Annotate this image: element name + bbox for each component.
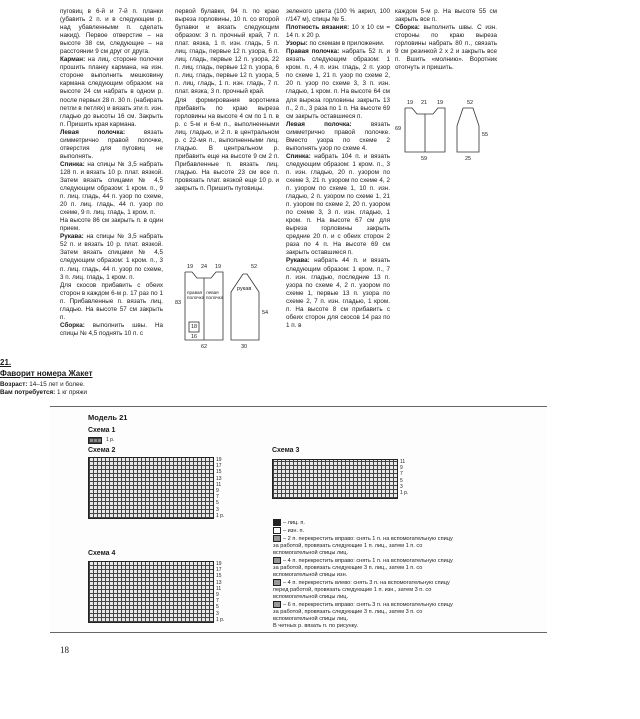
col1-paragraph-text: выполнить швы. На спицы № 4,5 поднять 10 п. с [60, 321, 163, 337]
d21-top-b: 21 [421, 100, 428, 106]
legend-item [273, 623, 453, 630]
text-column-3 [286, 8, 390, 330]
col3-paragraph-text: по схемам в приложении. [307, 40, 385, 48]
col4-section-heading: Сборка: [395, 24, 420, 32]
pattern-diagram-model-21 [393, 98, 501, 164]
legend-text: – изн. п. [283, 527, 305, 534]
row-number: 11 [400, 459, 406, 465]
row-number: 5 [400, 477, 403, 484]
row-number: 15 [216, 469, 222, 476]
row-number: 1 р. [216, 512, 225, 519]
col3-paragraph-text: 10 x 10 см = 14 п. x 20 р. [286, 24, 390, 40]
row-number: 3 [216, 506, 219, 513]
col3-paragraph [286, 121, 390, 153]
d20-sleeve-width: 30 [241, 344, 248, 350]
col3-paragraph-text: набрать 44 п. и вязать следующим образом: 1 кром. п., 7 п. изн. гладью, последние 13 п. узора по схеме 4, 2 п. узором по схеме 1, первые 13 п. узора по схеме 2, 7 п. изн. гладью, 1 кром. п. На высоте 8 см прибавить с обеих сторон для скосов 14 раз по 1 п. в [286, 257, 390, 329]
row-number: 7 [216, 598, 219, 605]
row-number: 15 [216, 573, 222, 580]
col1-section-heading: Левая полочка: [60, 128, 126, 136]
column-2-top-text [175, 8, 279, 193]
row-number: 13 [216, 579, 222, 586]
legend-symbol [273, 579, 281, 586]
row-number: 9 [400, 465, 403, 472]
col4-paragraph [395, 24, 497, 72]
scheme-4-row-numbers [216, 561, 224, 623]
d20-top-c: 19 [215, 264, 222, 270]
col3-paragraph [286, 24, 390, 40]
legend-item [273, 601, 453, 623]
scheme-3-row-numbers [400, 459, 408, 496]
legend-text: В четных р. вязать п. по рисунку. [273, 622, 358, 629]
d20-bottom-width: 62 [201, 344, 208, 350]
materials-label: Вам потребуется: [0, 389, 56, 397]
d21-sleeve-height: 55 [482, 132, 489, 138]
scheme-1-title: Схема 1 [88, 427, 116, 434]
col3-paragraph [286, 153, 390, 258]
col3-section-heading: Рукава: [286, 257, 310, 265]
col1-paragraph-text: на лиц. стороне полочки прошить планку кармана, на изн. стороне выполнить мешковину кармана следующим образом: на высоте 24 см набрать в одном р. после первых 28 п. 30 п. (набирать петли в петлях) и вязать эти п. изн. гладью до высоты 16 см. Закрыть п. Пришить края кармана. [60, 56, 163, 128]
col1-paragraph-text: На высоте 86 см закрыть п. в один прием. [60, 217, 163, 233]
model-21-intro [0, 356, 93, 397]
pattern-diagram-model-20 [173, 262, 281, 354]
legend-text: – 4 п. перекрестить влево: снять 3 п. на вспомогательную спицу перед работой, провязать следующие 1 п. изн., затем 3 п. со вспомогательной спицы лиц. [273, 579, 450, 600]
d21-bottom-width: 59 [421, 156, 428, 162]
d20-top-b: 24 [201, 264, 208, 270]
d21-sleeve-width: 25 [465, 156, 472, 162]
col1-paragraph [60, 8, 163, 56]
col1-paragraph-text: пуговиц в 6-й и 7-й п. планки (убавить 2 п. и в следующем р. над убавленными п. сделать накид). Первое отверстие – на высоте 38 см, следующие – на расстоянии 9 см друг от друга. [60, 8, 163, 56]
col2-paragraph-text: первой булавки, 94 п. по краю выреза горловины, 10 п. со второй булавки и вязать следующим образом: 3 п. прочный край, 7 п. плат. вязка, 1 п. изн. гладь, 5 п. лиц. гладь, первые 12 п. узора, 6 п. лиц. гладь, первые 12 п. узора, 22 п. лиц. гладь, первые 12 п. узора, 6 п. лиц. гладь, первые 12 п. узора, 5 п. лиц. гладь, 1 п. изн. гладь, 7 п. плат. вязка, 3 п. прочный край. [175, 8, 279, 96]
scheme-1-row: 1 р. [106, 437, 115, 443]
legend-item [273, 535, 453, 557]
row-number: 9 [216, 488, 219, 495]
col2-paragraph [175, 8, 279, 97]
row-number: 7 [400, 471, 403, 478]
col4-paragraph [395, 8, 497, 24]
d20-top-d: 52 [251, 264, 258, 270]
row-number: 3 [216, 610, 219, 617]
age-label: Возраст: [0, 381, 28, 388]
model-title: Фаворит номера Жакет [0, 369, 93, 378]
row-number: 3 [400, 483, 403, 490]
col1-section-heading: Спинка: [60, 160, 85, 168]
d20-sleeve-label: рукав [237, 286, 252, 292]
col1-section-heading: Сборка: [60, 321, 85, 329]
materials-value: 1 кг пряжи [55, 389, 88, 397]
legend-text: – лиц. п. [283, 519, 305, 526]
col1-paragraph-text: Для скосов прибавить с обеих сторон в каждом 6-м р. 17 раз по 1 п. Прибавленные п. вязать лиц. гладью. На высоте 57 см закрыть п. [60, 281, 163, 321]
d20-pocket-width: 16 [191, 334, 198, 340]
row-number: 7 [216, 494, 219, 501]
col2-paragraph-text: Для формирования воротника прибавить по краю выреза горловины на высоте 4 см по 1 п. в р. с 5-м и 6-м п., выполненными лиц. гладью, и 2 п. в центральном р. с 22-мя п., выполненными лиц. гладью. В центральном р. прибавить еще на высоте 9 см 2 п. Прибавленные п. вязать лиц. гладью. На высоте 23 см все п. провязать плат. вязкой еще 10 р. и закрыть п. Пришить пуговицы. [175, 96, 279, 193]
legend-symbol [273, 557, 281, 564]
col3-paragraph [286, 8, 390, 24]
text-column-2 [175, 8, 279, 193]
scheme-1-chart [88, 437, 102, 444]
col4-paragraph-text: каждом 5-м р. На высоте 55 см закрыть все п. [395, 8, 497, 24]
d21-left-height: 69 [395, 126, 402, 132]
symbol-legend [273, 519, 453, 630]
col1-paragraph [60, 129, 163, 161]
col1-section-heading: Рукава: [60, 233, 84, 241]
row-number: 1 р. [400, 490, 409, 497]
row-number: 11 [216, 585, 222, 592]
d20-top-a: 19 [187, 264, 194, 270]
row-number: 9 [216, 592, 219, 599]
text-column-1 [60, 8, 163, 338]
col3-paragraph-text: набрать 104 п. и вязать следующим образом: 1 кром. п., 3 п. изн. гладью, 20 п. узором по схеме 3, 21 п. узором по схеме 4, 2 п. узором по схеме 1, 10 п. изн. гладью, 2 п. узором по схеме 1, 21 п. узором по схеме 2, 20 п. узором по схеме 3, 3 п. изн. гладью, 1 кром. п. На высоте 67 см для выреза горловины закрыть средние 20 п. и с обеих сторон 2 раза по 4 п. На высоте 69 см закрыть оставшиеся п. [286, 152, 390, 257]
row-number: 1 р. [216, 616, 225, 623]
col3-paragraph-text: вязать симметрично правой полочке. Вместо узора по схеме 2 выполнять узор по схеме 4. [286, 120, 390, 152]
scheme-2-title: Схема 2 [88, 447, 116, 454]
col3-section-heading: Плотность вязания: [286, 24, 350, 32]
model-number: 21. [0, 358, 12, 367]
diagram-20-shapes [173, 262, 281, 354]
col3-section-heading: Правая полочка: [286, 48, 340, 56]
col3-section-heading: Спинка: [286, 152, 311, 160]
row-number: 13 [216, 475, 222, 482]
page-number: 18 [60, 645, 69, 655]
legend-item [273, 557, 453, 579]
col4-paragraph-text: выполнить швы. С изн. стороны по краю выреза горловины набрать 80 п., связать 9 см резинкой 2 x 2 и закрыть все п. Вшить «молнию». Воротник отогнуть и пришить. [395, 24, 497, 72]
d20-pocket-label: 18 [191, 324, 198, 330]
col1-paragraph [60, 282, 163, 322]
scheme-4-title: Схема 4 [88, 550, 116, 557]
col3-paragraph-text: набрать 52 п. и вязать следующим образом: 1 кром. п., 4 п. изн. гладь, 2 п. узор по схеме 1, 21 п. узор по схеме 2, 20 п. узор по схеме 3, 3 п. изн. гладью, 1 кром. п. На высоте 64 см для выреза горловины закрыть 13 п., 2 п., 3 раза по 1 п. На высоте 69 см закрыть оставшиеся п. [286, 48, 391, 120]
d21-top-a: 19 [407, 100, 414, 106]
d21-top-d: 52 [467, 100, 474, 106]
legend-symbol [273, 519, 281, 526]
col1-paragraph-text: на спицы № 3,5 набрать 52 п. и вязать 10 р. плат. вязкой. Затем вязать спицами № 4,5 следующим образом: 1 кром. п., 3 п. лиц. гладь, 44 п. узор по схеме, 3 п. лиц. гладь, 1 кром. п. [60, 233, 163, 281]
d20-left-front-label: левая полочка [206, 290, 224, 300]
col1-paragraph [60, 322, 163, 338]
col1-paragraph [60, 217, 163, 233]
model-21-heading: Модель 21 [88, 413, 128, 422]
col1-section-heading: Карман: [60, 56, 86, 64]
row-number: 17 [216, 463, 222, 470]
legend-text: – 6 п. перекрестить вправо: снять 3 п. на вспомогательную спицу за работой, провязать следующие 3 п. лиц., затем 3 п. со вспомогательной спицы лиц. [273, 601, 453, 622]
col3-paragraph [286, 257, 390, 329]
row-number: 19 [216, 457, 222, 463]
text-column-4 [395, 8, 497, 72]
row-number: 5 [216, 500, 219, 507]
row-number: 19 [216, 561, 222, 567]
col1-paragraph-text: на спицы № 3,5 набрать 128 п. и вязать 10 р. плат. вязкой. Затем вязать спицами № 4,5 следующим образом: 1 кром. п., 9 п. лиц. гладь, 44 п. узор по схеме, 20 п. лиц. гладь, 44 п. узор по схеме, 9 п. лиц. гладь, 1 кром. п. [60, 160, 163, 217]
legend-symbol [273, 527, 281, 534]
row-number: 17 [216, 567, 222, 574]
col1-paragraph-text: вязать симметрично правой полочке, отверстия для пуговиц не выполнять. [60, 128, 163, 160]
d20-left-height: 83 [175, 300, 182, 306]
col1-paragraph [60, 56, 163, 128]
legend-item [273, 527, 453, 535]
col1-paragraph [60, 233, 163, 281]
scheme-4-chart [88, 561, 214, 623]
legend-item [273, 579, 453, 601]
diagram-21-shapes [393, 98, 501, 164]
scheme-3-title: Схема 3 [272, 447, 300, 454]
d21-top-c: 19 [437, 100, 444, 106]
legend-symbol [273, 535, 281, 542]
legend-text: – 2 п. перекрестить вправо: снять 1 п. на вспомогательную спицу за работой, провязать следующие 1 п. лиц., затем 1 п. со вспомогательной спицы лиц. [273, 535, 453, 556]
col1-paragraph [60, 161, 163, 217]
legend-text: – 4 п. перекрестить вправо: снять 1 п. на вспомогательную спицу за работой, провязать следующие 3 п. лиц., затем 1 п. со вспомогательной спицы изн. [273, 557, 453, 578]
row-number: 11 [216, 481, 222, 488]
scheme-2-row-numbers [216, 457, 224, 519]
legend-symbol [273, 601, 281, 608]
knitting-schemes-panel [50, 407, 547, 633]
col2-paragraph [175, 97, 279, 194]
legend-item [273, 519, 453, 527]
age-value: 14–15 лет и более. [27, 381, 85, 388]
col3-section-heading: Узоры: [286, 40, 308, 48]
d20-sleeve-height: 54 [262, 310, 269, 316]
col3-section-heading: Левая полочка: [286, 120, 352, 128]
row-number: 5 [216, 604, 219, 611]
col3-paragraph-text: зеленого цвета (100 % акрил, 100 г/147 м), спицы № 5. [286, 8, 390, 24]
col3-paragraph [286, 48, 390, 120]
d20-right-front-label: правая полочка [187, 290, 205, 300]
scheme-3-chart [272, 459, 398, 499]
scheme-2-chart [88, 457, 214, 519]
